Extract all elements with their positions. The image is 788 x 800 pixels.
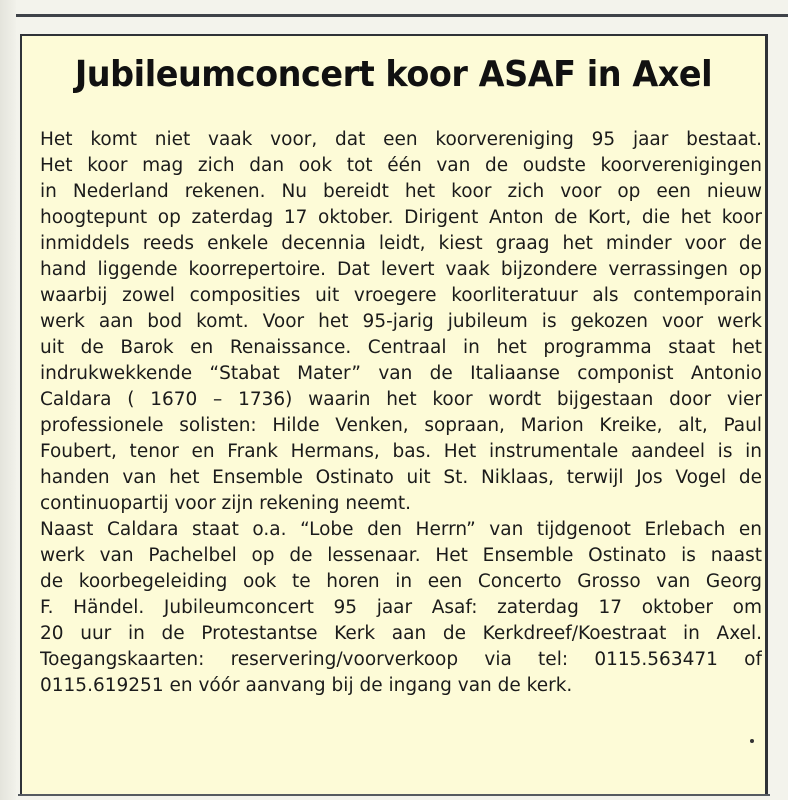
body-line: Het koor mag zich dan ook tot één van de oudste koorverenigingen	[40, 155, 762, 176]
body-line: uit de Barok en Renaissance. Centraal in het programma staat het	[40, 337, 762, 358]
body-line: werk van Pachelbel op de lessenaar. Het Ensemble Ostinato is naast	[40, 545, 762, 566]
body-line: Naast Caldara staat o.a. “Lobe den Herrn” van tijdgenoot Erlebach en	[40, 519, 762, 540]
bottom-rule	[18, 794, 770, 796]
newspaper-clipping	[20, 34, 768, 794]
body-line: F. Händel. Jubileumconcert 95 jaar Asaf: zaterdag 17 oktober om	[40, 597, 762, 618]
body-line: 20 uur in de Protestantse Kerk aan de Kerkdreef/Koestraat in Axel.	[40, 623, 762, 644]
body-line: hand liggende koorrepertoire. Dat levert vaak bijzondere verrassingen op	[40, 259, 762, 280]
scan-margin	[0, 0, 16, 800]
body-line: de koorbegeleiding ook te horen in een Concerto Grosso van Georg	[40, 571, 762, 592]
body-line: Toegangskaarten: reservering/voorverkoop via tel: 0115.563471 of	[40, 649, 762, 670]
print-speck	[750, 739, 754, 743]
body-line: Het komt niet vaak voor, dat een koorvereniging 95 jaar bestaat.	[40, 129, 762, 150]
body-line: waarbij zowel composities uit vroegere koorliteratuur als contemporain	[40, 285, 762, 306]
article-title: Jubileumconcert koor ASAF in Axel	[74, 54, 713, 95]
top-rule	[16, 14, 788, 17]
body-line: Foubert, tenor en Frank Hermans, bas. Het instrumentale aandeel is in	[40, 441, 762, 462]
body-line: continuopartij voor zijn rekening neemt.	[40, 493, 412, 514]
body-line: indrukwekkende “Stabat Mater” van de Italiaanse componist Antonio	[40, 363, 762, 384]
body-line: inmiddels reeds enkele decennia leidt, kiest graag het minder voor de	[40, 233, 762, 254]
body-line: werk aan bod komt. Voor het 95-jarig jubileum is gekozen voor werk	[40, 311, 762, 332]
body-line: handen van het Ensemble Ostinato uit St. Niklaas, terwijl Jos Vogel de	[40, 467, 762, 488]
body-line: professionele solisten: Hilde Venken, sopraan, Marion Kreike, alt, Paul	[40, 415, 762, 436]
article-body	[40, 127, 762, 699]
body-line: 0115.619251 en vóór aanvang bij de ingang van de kerk.	[40, 675, 573, 696]
body-line: in Nederland rekenen. Nu bereidt het koor zich voor op een nieuw	[40, 181, 762, 202]
body-line: Caldara ( 1670 – 1736) waarin het koor wordt bijgestaan door vier	[40, 389, 762, 410]
body-line: hoogtepunt op zaterdag 17 oktober. Dirigent Anton de Kort, die het koor	[40, 207, 762, 228]
